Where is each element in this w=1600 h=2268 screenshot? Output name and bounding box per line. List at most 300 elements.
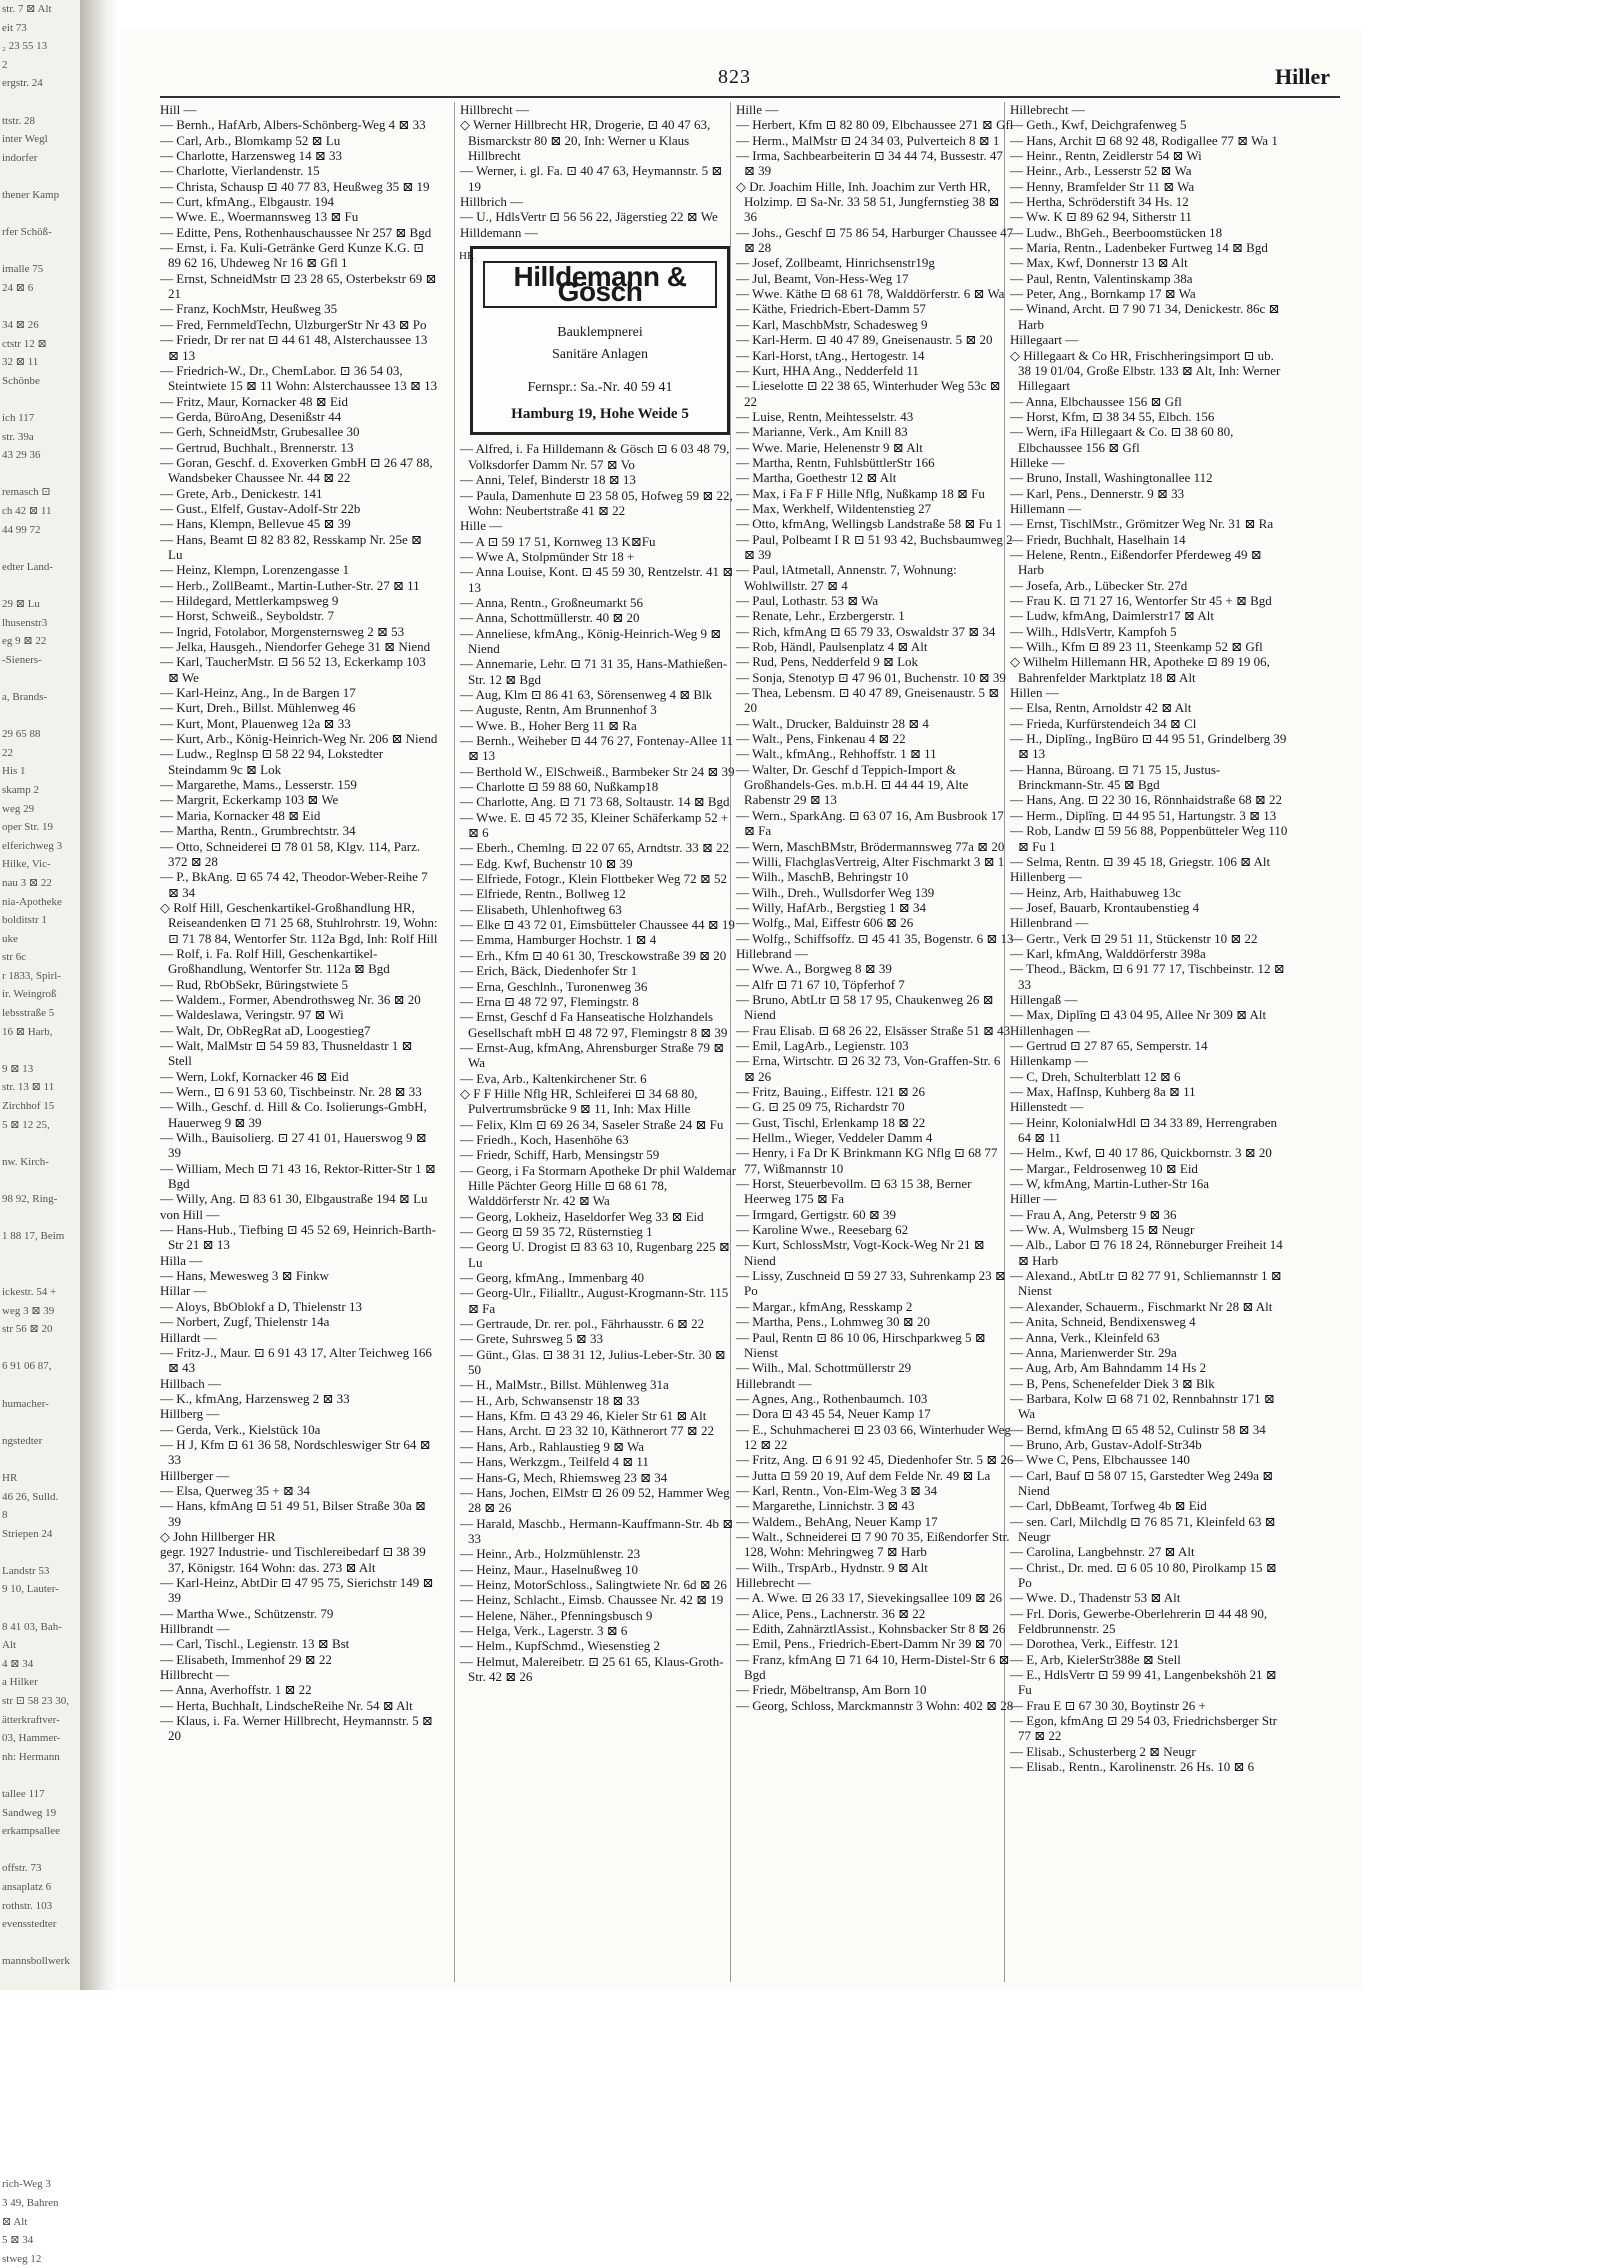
directory-entry: — Walt., kfmAng., Rehhoffstr. 1 ⊠ 11 [736, 746, 937, 762]
previous-page-fragment [0, 1264, 80, 1283]
hr-mark: HR [459, 250, 475, 263]
directory-entry: — Paul, Polbeamt I R ⊡ 51 93 42, Buchsbaumweg 2 ⊠ 39 [736, 531, 1013, 562]
directory-entry: — Ernst, TischlMstr., Grömitzer Weg Nr. 31 ⊠ Ra [1010, 516, 1274, 532]
directory-entry: — Christ., Dr. med. ⊡ 6 05 10 80, Pirolkamp 15 ⊠ Po [1010, 1559, 1277, 1590]
directory-entry: — Anna Louise, Kont. ⊡ 45 59 30, Rentzelstr. 41 ⊠ 13 [460, 564, 734, 595]
directory-entry: — Helm., KupfSchmd., Wiesenstieg 2 [460, 1638, 660, 1654]
previous-page-fragment: 24 ⊠ 6 [2, 281, 34, 294]
directory-entry: — Karl-Heinz, AbtDir ⊡ 47 95 75, Sierichstr 149 ⊠ 39 [160, 1575, 434, 1606]
directory-entry: — Gerh, SchneidMstr, Grubesallee 30 [160, 424, 360, 440]
previous-page-fragment [0, 1339, 80, 1358]
previous-page-fragment: str. 13 ⊠ 11 [2, 1081, 55, 1094]
directory-entry: — Gerda, BüroAng, Desenißstr 44 [160, 408, 342, 424]
previous-page-fragment: -Sieners- [2, 653, 42, 666]
surname-heading: Hillegaart — [1010, 332, 1079, 348]
directory-entry: — Berthold W., ElSchweiß., Barmbeker Str 24 ⊠ 39 [460, 763, 735, 779]
previous-page-fragment: imalle 75 [2, 263, 44, 276]
directory-entry: — Lieselotte ⊡ 22 38 65, Winterhuder Weg 53c ⊠ 22 [736, 378, 1001, 409]
directory-entry: — Helmut, Malereibetr. ⊡ 25 61 65, Klaus-Groth-Str. 42 ⊠ 26 [460, 1653, 724, 1684]
previous-page-fragment [0, 707, 80, 726]
previous-page-fragment: Striepen 24 [2, 1527, 53, 1540]
directory-entry: gegr. 1927 Industrie- und Tischlereibedarf ⊡ 38 39 37, Königstr. 164 Wohn: das. 273 ⊠ Alt [160, 1544, 426, 1575]
previous-page-fragment: evensstedter [2, 1918, 57, 1931]
directory-entry: ◇ Rolf Hill, Geschenkartikel-Großhandlung HR, Reiseandenken ⊡ 71 25 68, Stuhlrohrstr. 19, Wohn: ⊡ 71 78 84, Wentorfer Str. 112a Bgd, Inh: Rolf Hill [160, 899, 438, 946]
page-header [150, 60, 1330, 98]
directory-entry: — C, Dreh, Schulterblatt 12 ⊠ 6 [1010, 1068, 1181, 1084]
previous-page-fragment: str 6c [2, 951, 27, 964]
previous-page-fragment [0, 242, 80, 261]
directory-entry: — Walt., Schneiderei ⊡ 7 90 70 35, Eißendorfer Str. 128, Wohn: Mehringweg 7 ⊠ Harb [736, 1528, 1010, 1560]
directory-entry: — Henny, Bramfelder Str 11 ⊠ Wa [1010, 178, 1195, 194]
directory-entry: — Fritz, Maur, Kornacker 48 ⊠ Eid [160, 393, 348, 409]
previous-page-fragment: 6 91 06 87, [2, 1360, 52, 1373]
directory-entry: — W, kfmAng, Martin-Luther-Str 16a [1010, 1176, 1210, 1192]
directory-entry: — Wwe. E., Woermannsweg 13 ⊠ Fu [160, 209, 359, 225]
column-3 [736, 102, 1014, 1713]
previous-page-fragment: Sandweg 19 [2, 1806, 57, 1819]
directory-entry: — Charlotte, Ang. ⊡ 71 73 68, Soltaustr. 14 ⊠ Bgd [460, 794, 730, 810]
directory-entry: — Heinz, Schlacht., Eimsb. Chaussee Nr. 42 ⊠ 19 [460, 1592, 724, 1608]
previous-page-fragment: elferichweg 3 [2, 839, 63, 852]
previous-page-fragment: 43 29 36 [2, 449, 41, 462]
directory-entry: — Hans-G, Mech, Rhiemsweg 23 ⊠ 34 [460, 1469, 668, 1485]
previous-page-fragment: rothstr. 103 [2, 1899, 53, 1912]
directory-entry: — Ww. A, Wulmsberg 15 ⊠ Neugr [1010, 1222, 1195, 1238]
directory-entry: — Waldeslawa, Veringstr. 97 ⊠ Wi [160, 1007, 344, 1023]
directory-entry: — P., BkAng. ⊡ 65 74 42, Theodor-Weber-Reihe 7 ⊠ 34 [160, 869, 428, 900]
directory-entry: — Luise, Rentn, Meihtesselstr. 43 [736, 408, 914, 424]
previous-page-fragment: Zirchhof 15 [2, 1100, 55, 1113]
directory-entry: — Grete, Suhrsweg 5 ⊠ 33 [460, 1331, 604, 1347]
directory-entry: — Wwe. Marie, Helenenstr 9 ⊠ Alt [736, 439, 923, 455]
previous-page-fragment: offstr. 73 [2, 1862, 42, 1875]
directory-entry: — Anita, Schneid, Bendixensweg 4 [1010, 1314, 1196, 1330]
previous-page-fragment [0, 1246, 80, 1265]
surname-heading: Hillenhagen — [1010, 1022, 1090, 1038]
directory-entry: — H., Arb, Schwansenstr 18 ⊠ 33 [460, 1392, 640, 1408]
directory-entry: — Hans, Arb., Rahlaustieg 9 ⊠ Wa [460, 1438, 644, 1454]
previous-page-fragment: nw. Kirch- [2, 1155, 49, 1168]
directory-entry: — Martha, Pens., Lohmweg 30 ⊠ 20 [736, 1314, 930, 1330]
directory-entry: — Hans-Hub., Tiefbing ⊡ 45 52 69, Heinrich-Barth-Str 21 ⊠ 13 [160, 1222, 436, 1253]
directory-entry: — Georg, kfmAng., Immenbarg 40 [460, 1270, 645, 1286]
previous-page-fragment: skamp 2 [2, 783, 39, 796]
directory-entry: — Rolf, i. Fa. Rolf Hill, Geschenkartikel-Großhandlung, Wentorfer Str. 112a ⊠ Bgd [160, 945, 390, 977]
directory-entry: — Josefa, Arb., Lübecker Str. 27d [1010, 577, 1188, 593]
directory-entry: — Aloys, BbOblokf a D, Thielenstr 13 [160, 1298, 362, 1314]
previous-page-fragment: lebsstraße 5 [2, 1007, 55, 1020]
previous-page-fragment: ir. Weingroß [2, 988, 57, 1001]
previous-page-fragment: 29 ⊠ Lu [2, 598, 40, 610]
previous-page-fragment: ⊠ Alt [2, 2215, 28, 2228]
directory-entry: — Wern, Lokf, Kornacker 46 ⊠ Eid [160, 1068, 349, 1084]
previous-page-fragment: r 1833, Spirl- [2, 969, 61, 982]
previous-page-fragment: str. 7 ⊠ Alt [2, 3, 52, 15]
directory-entry: — Karl, Pens., Dennerstr. 9 ⊠ 33 [1010, 485, 1185, 501]
directory-entry: — Hans, Ang. ⊡ 22 30 16, Rönnhaidstraße 68 ⊠ 22 [1010, 792, 1283, 808]
previous-page-fragment: weg 3 ⊠ 39 [2, 1304, 55, 1317]
previous-page-fragment: ansaplatz 6 [2, 1880, 52, 1893]
directory-entry: — Frieda, Kurfürstendeich 34 ⊠ Cl [1010, 715, 1197, 731]
directory-entry: — Margrit, Eckerkamp 103 ⊠ We [160, 792, 339, 808]
running-head: Hiller [1275, 64, 1330, 89]
directory-entry: — Harald, Maschb., Hermann-Kauffmann-Str. 4b ⊠ 33 [460, 1515, 734, 1546]
previous-page-fragment: ttstr. 28 [2, 114, 36, 127]
directory-entry: — Horst, Steuerbevollm. ⊡ 63 15 38, Berner Heerweg 175 ⊠ Fa [736, 1176, 972, 1207]
directory-entry: — Waldem., BehAng, Neuer Kamp 17 [736, 1513, 938, 1529]
previous-page-fragment: ₂ 23 55 13 [2, 40, 48, 53]
directory-entry: — Dora ⊡ 43 45 54, Neuer Kamp 17 [736, 1406, 931, 1422]
directory-entry: — Elisabeth, Immenhof 29 ⊠ 22 [160, 1651, 332, 1667]
directory-entry: — Erna, Wirtschtr. ⊡ 26 32 73, Von-Graffen-Str. 6 ⊠ 26 [736, 1053, 1001, 1084]
directory-entry: — Walt., Pens, Finkenau 4 ⊠ 22 [736, 731, 906, 747]
surname-heading: Hilla — [160, 1252, 203, 1268]
directory-entry: — Gertrud, Buchhalt., Brennerstr. 13 [160, 439, 354, 455]
surname-heading: Hillenbrand — [1010, 915, 1089, 931]
directory-entry: — Franz, KochMstr, Heußweg 35 [160, 301, 338, 317]
directory-entry: — Wwe. A., Borgweg 8 ⊠ 39 [736, 961, 892, 977]
directory-entry: — Gertraude, Dr. rer. pol., Fährhausstr. 6 ⊠ 22 [460, 1316, 705, 1332]
previous-page-fragment: mannsbollwerk [2, 1955, 70, 1968]
directory-entry: — Paul, Rentn, Valentinskamp 38a [1010, 270, 1193, 286]
surname-heading: Hill — [160, 102, 197, 117]
directory-entry: — Ernst, SchneidMstr ⊡ 23 28 65, Osterbekstr 69 ⊠ 21 [160, 270, 437, 302]
directory-entry: — Wwe. B., Hoher Berg 11 ⊠ Ra [460, 717, 637, 733]
surname-heading: Hillbrecht — [160, 1667, 229, 1683]
previous-page-fragment [0, 1599, 80, 1618]
directory-entry: — Elfriede, Fotogr., Klein Flottbeker Weg 72 ⊠ 52 [460, 871, 728, 887]
directory-entry: — Georg U. Drogist ⊡ 83 63 10, Rugenbarg 225 ⊠ Lu [460, 1239, 730, 1270]
directory-entry: — A ⊡ 59 17 51, Kornweg 13 K⊠Fu [460, 533, 656, 549]
directory-entry: — Editte, Pens, Rothenhauschaussee Nr 257 ⊠ Bgd [160, 224, 432, 240]
surname-heading: Hillenberg — [1010, 869, 1082, 885]
directory-entry: — Karl-Horst, tAng., Hertogestr. 14 [736, 347, 925, 363]
directory-entry: — Erh., Kfm ⊡ 40 61 30, Tresckowstraße 39 ⊠ 20 [460, 947, 727, 963]
directory-entry: — Karl, TaucherMstr. ⊡ 56 52 13, Eckerkamp 103 ⊠ We [160, 654, 426, 685]
directory-entry: — Charlotte, Vierlandenstr. 15 [160, 163, 320, 179]
directory-entry: — Maria, Rentn., Ladenbeker Furtweg 14 ⊠ Bgd [1010, 240, 1268, 256]
previous-page-fragment [0, 1543, 80, 1562]
directory-entry: — Walt, Dr, ObRegRat aD, Loogestieg7 [160, 1022, 371, 1038]
directory-entry: — Anna, Marienwerder Str. 29a [1010, 1344, 1177, 1360]
surname-heading: Hillardt — [160, 1329, 217, 1345]
previous-page-fragment: erkampsallee [2, 1825, 61, 1838]
directory-entry: — Marianne, Verk., Am Knill 83 [736, 424, 908, 440]
directory-entry: — Anna, Verk., Kleinfeld 63 [1010, 1329, 1160, 1345]
previous-page-fragment [0, 669, 80, 688]
previous-page-fragment [0, 93, 80, 112]
directory-entry: — Hans, Klempn, Bellevue 45 ⊠ 39 [160, 516, 351, 532]
directory-entry: — E., Schuhmacherei ⊡ 23 03 66, Winterhuder Weg 12 ⊠ 22 [736, 1421, 1011, 1452]
directory-entry: — Hanna, Büroang. ⊡ 71 75 15, Justus-Brinckmann-Str. 45 ⊠ Bgd [1010, 761, 1221, 793]
previous-page-fragment: 1 88 17, Beim [2, 1230, 65, 1243]
previous-page-fragment: eg 9 ⊠ 22 [2, 635, 47, 648]
previous-page-fragment: str 56 ⊠ 20 [2, 1323, 53, 1336]
directory-entry: — Heinz, Klempn, Lorenzengasse 1 [160, 562, 350, 578]
directory-entry: — Bruno, Arb, Gustav-Adolf-Str34b [1010, 1436, 1202, 1452]
directory-entry: — Karl-Herm. ⊡ 40 47 89, Gneisenaustr. 5 ⊠ 20 [736, 332, 993, 348]
directory-entry: — Alexand., AbtLtr ⊡ 82 77 91, Schliemannstr 1 ⊠ Nienst [1010, 1268, 1282, 1299]
directory-entry: — Karl, kfmAng, Walddörferstr 398a [1010, 945, 1206, 961]
directory-entry: — Ernst, Geschf d Fa Hanseatische Holzhandels Gesellschaft mbH ⊡ 48 72 97, Flemingstr 8 ⊠ 39 [460, 1009, 728, 1040]
advertisement-box [459, 246, 730, 435]
directory-entry: — Anna, Averhoffstr. 1 ⊠ 22 [160, 1682, 312, 1698]
directory-entry: — Geth., Kwf, Deichgrafenweg 5 [1010, 117, 1187, 133]
directory-entry: — Bernh., HafArb, Albers-Schönberg-Weg 4 ⊠ 33 [160, 117, 426, 133]
previous-page-fragment: 9 10, Lauter- [2, 1583, 59, 1596]
previous-page-fragment: ctstr 12 ⊠ [2, 337, 47, 350]
directory-entry: — Helga, Verk., Lagerstr. 3 ⊠ 6 [460, 1622, 628, 1638]
directory-entry: — Max, Werkhelf, Wildentenstieg 27 [736, 500, 932, 516]
directory-entry: — Bruno, AbtLtr ⊡ 58 17 95, Chaukenweg 26 ⊠ Niend [736, 991, 994, 1023]
directory-entry: — Elsa, Querweg 35 + ⊠ 34 [160, 1482, 311, 1498]
column-2 [460, 102, 738, 1684]
previous-page-fragment: His 1 [2, 765, 26, 778]
directory-entry: — A. Wwe. ⊡ 26 33 17, Sievekingsallee 109 ⊠ 26 [736, 1590, 1002, 1606]
directory-entry: — Wern., ⊡ 6 91 53 60, Tischbeinstr. Nr. 28 ⊠ 33 [160, 1084, 422, 1099]
directory-entry: — Georg-Ulr., Filialltr., August-Krogmann-Str. 115 ⊠ Fa [460, 1285, 729, 1316]
directory-entry: — Otto, Schneiderei ⊡ 78 01 58, Klgv. 114, Parz. 372 ⊠ 28 [160, 838, 421, 869]
directory-entry: — Karl, MaschbMstr, Schadesweg 9 [736, 316, 928, 332]
directory-entry: ◇ John Hillberger HR [160, 1528, 276, 1544]
directory-entry: — Curt, kfmAng., Elbgaustr. 194 [160, 194, 335, 210]
directory-entry: — Kurt, Dreh., Billst. Mühlenweg 46 [160, 700, 356, 716]
directory-entry: — Wilh., Mal. Schottmüllerstr 29 [736, 1360, 912, 1376]
directory-entry: — Paul, lAtmetall, Annenstr. 7, Wohnung: Wohlwillstr. 27 ⊠ 4 [736, 562, 957, 593]
previous-page-fragment: str. 39a [2, 430, 34, 443]
previous-page-fragment [0, 1171, 80, 1190]
directory-entry: — Fred, FernmeldTechn, UlzburgerStr Nr 43 ⊠ Po [160, 316, 427, 332]
directory-entry: — B, Pens, Schenefelder Diek 3 ⊠ Blk [1010, 1375, 1215, 1391]
directory-entry: — Barbara, Kolw ⊡ 68 71 02, Rennbahnstr 171 ⊠ Wa [1010, 1390, 1275, 1422]
directory-entry: — Rob, Händl, Paulsenplatz 4 ⊠ Alt [736, 639, 928, 655]
directory-entry: — Wern, iFa Hillegaart & Co. ⊡ 38 60 80, Elbchaussee 156 ⊠ Gfl [1010, 424, 1234, 455]
directory-entry: — Eberh., Chemlng. ⊡ 22 07 65, Arndtstr. 33 ⊠ 22 [460, 840, 730, 856]
directory-entry: — Wwe. Käthe ⊡ 68 61 78, Walddörferstr. 6 ⊠ Wa [736, 286, 1005, 302]
directory-entry: — Dorothea, Verk., Eiffestr. 121 [1010, 1636, 1180, 1652]
directory-entry: — Georg, Schloss, Marckmannstr 3 Wohn: 402 ⊠ 28 [736, 1697, 1014, 1713]
directory-entry: — Elisab., Schusterberg 2 ⊠ Neugr [1010, 1743, 1196, 1759]
previous-page-fragment: Schönbe [2, 374, 40, 387]
directory-entry: — Walt, MalMstr ⊡ 54 59 83, Thusneldastr 1 ⊠ Stell [160, 1037, 413, 1069]
directory-entry: — Ludw., Reglnsp ⊡ 58 22 94, Lokstedter Steindamm 9c ⊠ Lok [160, 746, 384, 777]
directory-entry: — Carl, Tischl., Legienstr. 13 ⊠ Bst [160, 1636, 350, 1652]
previous-page-fragment: humacher- [2, 1397, 49, 1410]
directory-entry: — Georg, Lokheiz, Haseldorfer Weg 33 ⊠ Eid [460, 1208, 704, 1224]
directory-entry: — Georg ⊡ 59 35 72, Rüsternstieg 1 [460, 1224, 653, 1239]
previous-page-fragment: uke [2, 932, 18, 945]
directory-entry: — Alb., Labor ⊡ 76 18 24, Rönneburger Freiheit 14 ⊠ Harb [1010, 1237, 1283, 1268]
directory-entry: — Ernst, i. Fa. Kuli-Getränke Gerd Kunze K.G. ⊡ 89 62 16, Uhdeweg Nr 16 ⊠ Gfl 1 [160, 240, 424, 271]
directory-entry: — Paula, Damenhute ⊡ 23 58 05, Hofweg 59 ⊠ 22, Wohn: Neubertstraße 41 ⊠ 22 [460, 487, 733, 518]
directory-entry: — Hellm., Wieger, Veddeler Damm 4 [736, 1130, 933, 1146]
directory-entry: — E, Arb, KielerStr388e ⊠ Stell [1010, 1651, 1181, 1667]
previous-page-fragment: 44 99 72 [2, 523, 41, 536]
ad-address: Hamburg 19, Hohe Weide 5 [511, 406, 689, 423]
directory-entry: — Elisabeth, Uhlenhoftweg 63 [460, 901, 622, 917]
previous-page-fragment: a, Brands- [2, 690, 48, 703]
previous-page-fragment: tallee 117 [2, 1788, 45, 1800]
directory-entry: — Wolfg., Schiffsoffz. ⊡ 45 41 35, Bogenstr. 6 ⊠ 13 [736, 930, 1014, 946]
directory-entry: — Wwe C, Pens, Elbchaussee 140 [1010, 1452, 1190, 1468]
surname-heading: Hillengaß — [1010, 991, 1078, 1007]
directory-entry: — Jelka, Hausgeh., Niendorfer Gehege 31 ⊠ Niend [160, 639, 431, 655]
directory-entry: — Wilh., Kfm ⊡ 89 23 11, Steenkamp 52 ⊠ Gfl [1010, 639, 1263, 655]
previous-page-fragment: ätterkraftver- [2, 1713, 60, 1726]
surname-heading: Hillebrand — [736, 945, 808, 961]
directory-entry: — Elfriede, Rentn., Bollweg 12 [460, 886, 626, 902]
directory-entry: — Herbert, Kfm ⊡ 82 80 09, Elbchaussee 271 ⊠ Gfl [736, 117, 1014, 133]
previous-page-fragment: 3 49, Bahren [2, 2197, 59, 2210]
directory-entry: — Hertha, Schröderstift 34 Hs. 12 [1010, 194, 1189, 210]
ad-line-2: Sanitäre Anlagen [551, 346, 649, 362]
directory-entry: — Wilh., Geschf. d. Hill & Co. Isolierungs-GmbH, Hauerweg 9 ⊠ 39 [160, 1099, 427, 1130]
directory-entry: — H., MalMstr., Billst. Mühlenweg 31a [460, 1377, 669, 1393]
surname-heading: Hillebrecht — [736, 1575, 811, 1590]
directory-entry: — Ludw, kfmAng, Daimlerstr17 ⊠ Alt [1010, 608, 1214, 624]
directory-entry: — Max, Diplîng ⊡ 43 04 95, Allee Nr 309 ⊠ Alt [1010, 1007, 1267, 1023]
directory-entry: — Lissy, Zuschneid ⊡ 59 27 33, Suhrenkamp 23 ⊠ Po [736, 1268, 1006, 1299]
directory-entry: — Margarethe, Mams., Lesserstr. 159 [160, 777, 357, 793]
previous-page-fragment: 98 92, Ring- [2, 1193, 58, 1205]
book-gutter [80, 0, 120, 2000]
directory-entry: — Elke ⊡ 43 72 01, Eimsbütteler Chaussee 44 ⊠ 19 [460, 917, 735, 933]
header-rule [160, 96, 1340, 98]
directory-entry: ◇ Dr. Joachim Hille, Inh. Joachim zur Verth HR, Holzimp. ⊡ Sa-Nr. 33 58 51, Jungfernstieg 38 ⊠ 36 [736, 178, 1000, 225]
directory-entry: — Sonja, Stenotyp ⊡ 47 96 01, Buchenstr. 10 ⊠ 39 [736, 669, 1006, 685]
directory-entry: — Klaus, i. Fa. Werner Hillbrecht, Heymannstr. 5 ⊠ 20 [160, 1713, 433, 1744]
directory-entry: — Walter, Dr. Geschf d Teppich-Import & Großhandels-Ges. m.b.H. ⊡ 44 44 19, Alte Rabenstr 29 ⊠ 13 [736, 761, 969, 808]
previous-page-fragment: eit 73 [2, 21, 27, 34]
surname-heading: Hillen — [1010, 685, 1059, 701]
directory-entry: — Wilh., HdlsVertr, Kampfoh 5 [1010, 623, 1177, 639]
directory-entry: — Jul, Beamt, Von-Hess-Weg 17 [736, 270, 909, 286]
previous-page-edge [0, 0, 82, 2265]
directory-entry: — Gertr., Verk ⊡ 29 51 11, Stückenstr 10 ⊠ 22 [1010, 930, 1258, 946]
surname-heading: Hillemann — [1010, 500, 1082, 516]
directory-entry: — Ernst-Aug, kfmAng, Ahrensburger Straße 79 ⊠ Wa [460, 1039, 725, 1071]
directory-entry: — Elsa, Rentn, Arnoldstr 42 ⊠ Alt [1010, 700, 1192, 716]
directory-entry: — Alice, Pens., Lachnerstr. 36 ⊠ 22 [736, 1605, 926, 1621]
previous-page-fragment: bolditstr 1 [2, 914, 47, 927]
previous-page-fragment: weg 29 [2, 802, 35, 815]
directory-entry: — Renate, Lehr., Erzbergerstr. 1 [736, 608, 905, 624]
directory-entry: — Herm., Diplîng. ⊡ 44 95 51, Hartungstr. 3 ⊠ 13 [1010, 807, 1277, 823]
directory-entry: — Martha, Rentn, FuhlsbüttlerStr 166 [736, 454, 935, 470]
directory-entry: — Helene, Näher., Pfenningsbusch 9 [460, 1607, 653, 1623]
directory-entry: — Frau A, Ang, Peterstr 9 ⊠ 36 [1010, 1206, 1177, 1222]
previous-page-fragment [0, 1841, 80, 1860]
directory-entry: — Martha Wwe., Schützenstr. 79 [160, 1605, 334, 1621]
directory-entry: — Käthe, Friedrich-Ebert-Damm 57 [736, 301, 926, 317]
directory-entry: — Bruno, Install, Washingtonallee 112 [1010, 470, 1213, 486]
surname-heading: Hillebrecht — [1010, 102, 1085, 117]
previous-page-fragment: 2 [2, 58, 8, 71]
directory-entry: — Alfr ⊡ 71 67 10, Töpferhof 7 [736, 976, 905, 992]
directory-entry: — sen. Carl, Milchdlg ⊡ 76 85 71, Kleinfeld 63 ⊠ Neugr [1010, 1513, 1276, 1544]
previous-page-fragment [0, 1041, 80, 1060]
surname-heading: Hillenstedt — [1010, 1099, 1084, 1115]
directory-entry: — Günt., Glas. ⊡ 38 31 12, Julius-Leber-Str. 30 ⊠ 50 [460, 1346, 726, 1378]
previous-page-fragment: remasch ⊡ [2, 486, 51, 499]
surname-heading: Hillberg — [160, 1406, 220, 1422]
directory-entry: — Rud, RbObSekr, Büringstwiete 5 [160, 976, 348, 992]
previous-page-fragment: thener Kamp [2, 188, 60, 201]
directory-entry: — Carl, Arb., Blomkamp 52 ⊠ Lu [160, 132, 341, 148]
directory-entry: — Fritz, Bauing., Eiffestr. 121 ⊠ 26 [736, 1084, 926, 1099]
directory-entry: — Alfred, i. Fa Hilldemann & Gösch ⊡ 6 03 48 79, Volksdorfer Damm Nr. 57 ⊠ Vo [460, 441, 730, 472]
surname-heading: Hillbrandt — [160, 1621, 230, 1637]
previous-page-fragment [0, 465, 80, 484]
directory-entry: — Helm., Kwf, ⊡ 40 17 86, Quickbornstr. 3 ⊠ 20 [1010, 1145, 1272, 1161]
directory-entry: — Anni, Telef, Binderstr 18 ⊠ 13 [460, 472, 636, 488]
directory-entry: — Gust, Tischl, Erlenkamp 18 ⊠ 22 [736, 1114, 926, 1130]
previous-page-fragment [0, 1134, 80, 1153]
directory-entry: — Emma, Hamburger Hochstr. 1 ⊠ 4 [460, 932, 657, 948]
directory-entry: — Carl, DbBeamt, Torfweg 4b ⊠ Eid [1010, 1498, 1207, 1514]
directory-entry: — Paul, Lothastr. 53 ⊠ Wa [736, 593, 879, 608]
directory-entry: — Frl. Doris, Gewerbe-Oberlehrerin ⊡ 44 48 90, Feldbrunnenstr. 25 [1010, 1605, 1268, 1637]
directory-entry: — Erich, Bäck, Diedenhofer Str 1 [460, 963, 638, 979]
directory-entry: — Heinz, Arb, Haithabuweg 13c [1010, 884, 1182, 900]
previous-page-fragment [0, 390, 80, 409]
directory-entry: — Kurt, SchlossMstr, Vogt-Kock-Weg Nr 21 ⊠ Niend [736, 1237, 985, 1268]
directory-entry: — G. ⊡ 25 09 75, Richardstr 70 [736, 1099, 905, 1115]
previous-page-fragment: ergstr. 24 [2, 77, 43, 90]
directory-entry: — Paul, Rentn ⊡ 86 10 06, Hirschparkweg 5 ⊠ Nienst [736, 1329, 986, 1360]
directory-entry: — Willi, FlachglasVertreig, Alter Fischmarkt 3 ⊠ 1 [736, 853, 1005, 869]
directory-entry: — Heinr, KolonialwHdl ⊡ 34 33 89, Herrengraben 64 ⊠ 11 [1010, 1114, 1278, 1146]
previous-page-fragment: 32 ⊠ 11 [2, 356, 39, 369]
directory-entry: — Hans, kfmAng ⊡ 51 49 51, Bilser Straße 30a ⊠ 39 [160, 1498, 426, 1529]
directory-entry: — Heinz, Maur., Haselnußweg 10 [460, 1561, 638, 1577]
surname-heading: Hillbrecht — [460, 102, 529, 117]
directory-entry: — Heinr., Rentn, Zeidlerstr 54 ⊠ Wi [1010, 148, 1202, 164]
directory-entry: — Gertrud ⊡ 27 87 65, Semperstr. 14 [1010, 1037, 1208, 1053]
directory-entry: — Alexander, Schauerm., Fischmarkt Nr 28 ⊠ Alt [1010, 1298, 1273, 1314]
directory-entry: — Anna, Schottmüllerstr. 40 ⊠ 20 [460, 610, 640, 626]
directory-entry: — Josef, Zollbeamt, Hinrichsenstr19g [736, 255, 935, 271]
directory-entry: — Max, i Fa F F Hille Nflg, Nußkamp 18 ⊠ Fu [736, 485, 985, 501]
directory-entry: — Rob, Landw ⊡ 59 56 88, Poppenbütteler Weg 110 ⊠ Fu 1 [1010, 823, 1288, 854]
directory-entry: — Wwe A, Stolpmünder Str 18 + [460, 548, 635, 564]
directory-entry: — Edg. Kwf, Buchenstr 10 ⊠ 39 [460, 855, 633, 871]
directory-entry: — U., HdlsVertr ⊡ 56 56 22, Jägerstieg 22 ⊠ We [460, 209, 718, 225]
directory-entry: — Walt., Drucker, Balduinstr 28 ⊠ 4 [736, 715, 929, 731]
surname-heading: Hille — [460, 518, 503, 534]
column-separator [454, 102, 455, 1982]
directory-entry: — K., kfmAng, Harzensweg 2 ⊠ 33 [160, 1390, 350, 1406]
directory-entry: — Christa, Schausp ⊡ 40 77 83, Heußweg 35 ⊠ 19 [160, 178, 430, 194]
directory-entry: — Georg, i Fa Stormarn Apotheke Dr phil Waldemar Hille Pächter Georg Hille ⊡ 68 61 78, Walddörferstr Nr. 42 ⊠ Wa [460, 1162, 737, 1209]
previous-page-fragment: rfer Schöß- [2, 226, 52, 239]
directory-entry: — Anna, Rentn., Großneumarkt 56 [460, 594, 644, 610]
directory-entry: — Friedrich-W., Dr., ChemLabor. ⊡ 36 54 03, Steintwiete 15 ⊠ 11 Wohn: Alsterchaussee 13 ⊠ 13 [160, 362, 438, 394]
directory-entry: — Hans, Mewesweg 3 ⊠ Finkw [160, 1268, 330, 1284]
directory-entry: — Herm., MalMstr ⊡ 24 34 03, Pulverteich 8 ⊠ 1 [736, 132, 1000, 148]
directory-entry: — Willy, HafArb., Bergstieg 1 ⊠ 34 [736, 899, 926, 915]
directory-entry: — Kurt, HHA Ang., Nedderfeld 11 [736, 362, 919, 378]
previous-page-fragment: 46 26, Sulld. [2, 1490, 59, 1503]
directory-entry: — Auguste, Rentn, Am Brunnenhof 3 [460, 702, 657, 718]
directory-entry: — Hans, Jochen, ElMstr ⊡ 26 09 52, Hammer Weg 28 ⊠ 26 [460, 1484, 730, 1516]
previous-page-fragment: a Hilker [2, 1676, 38, 1689]
column-1 [160, 102, 438, 1744]
directory-entry: — Aug, Arb, Am Bahndamm 14 Hs 2 [1010, 1360, 1207, 1376]
directory-entry: — Martha, Rentn., Grumbrechtstr. 34 [160, 823, 356, 839]
directory-entry: — Agnes, Ang., Rothenbaumch. 103 [736, 1390, 928, 1406]
previous-page-fragment: 8 [2, 1509, 8, 1522]
